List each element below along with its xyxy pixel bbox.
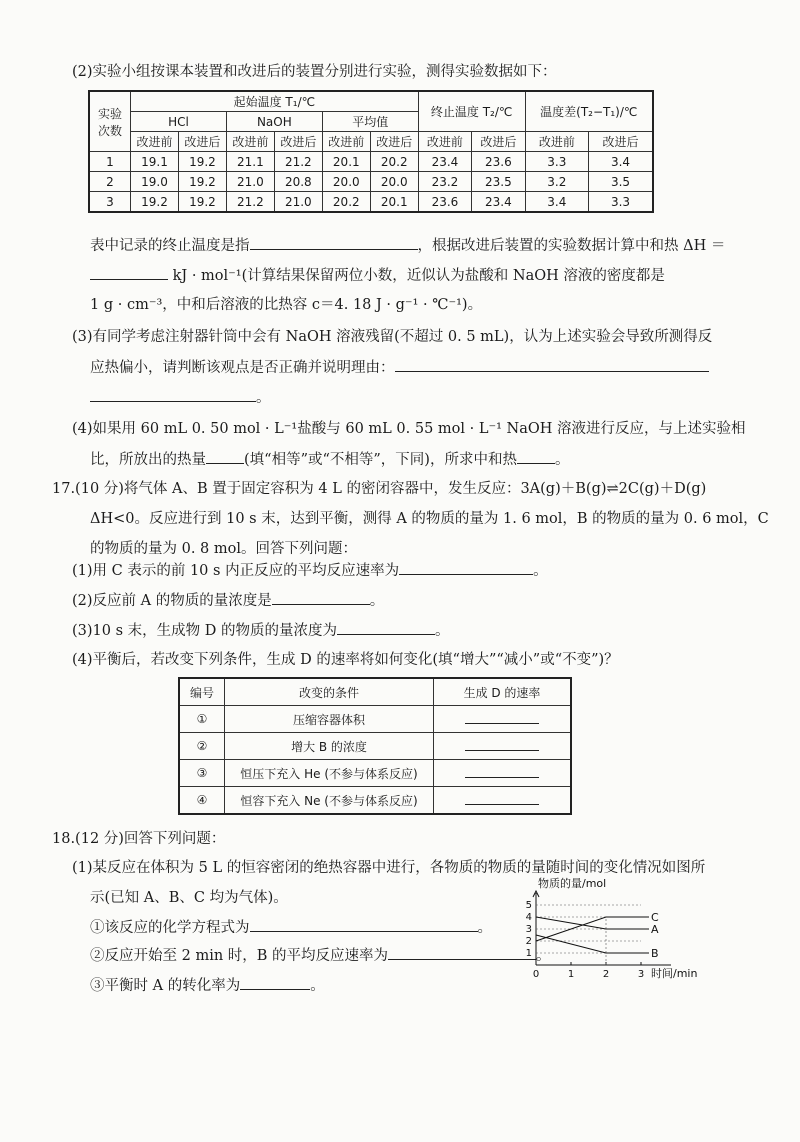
series-label: A (651, 923, 659, 936)
x-axis-label: 时间/min (651, 967, 698, 980)
q18-line1: 18.(12 分)回答下列问题： (52, 831, 226, 847)
y-axis-label: 物质的量/mol (538, 877, 607, 890)
th-before: 改进前 (226, 132, 274, 152)
q18-line3: 示(已知 A、B、C 均为气体)。 (90, 890, 288, 906)
q16-p4-line1: (4)如果用 60 mL 0. 50 mol · L⁻¹盐酸与 60 mL 0. 55 mol · L⁻¹ NaOH 溶液进行反应，与上述实验相 (72, 421, 746, 437)
table-cell: 1 (89, 152, 131, 172)
table-cell: 20.8 (274, 172, 322, 192)
table-row (89, 192, 653, 213)
table-cell: 19.1 (131, 152, 179, 172)
table-cell: 20.0 (322, 172, 370, 192)
condition-text: 压缩容器体积 (225, 706, 434, 733)
table-row (179, 706, 571, 733)
answer-blank-rate-b[interactable] (388, 945, 536, 960)
th-end-temp: 终止温度 T₂/℃ (418, 91, 525, 132)
answer-line[interactable] (465, 711, 539, 724)
condition-number: ② (179, 733, 225, 760)
table-cell: 2 (89, 172, 131, 192)
table-cell: 3.3 (525, 152, 589, 172)
condition-text: 恒压下充入 He (不参与体系反应) (225, 760, 434, 787)
q17-sub2: (2)反应前 A 的物质的量浓度是 。 (72, 590, 384, 611)
y-tick-label: 2 (525, 936, 532, 947)
answer-line[interactable] (465, 765, 539, 778)
th-condition: 改变的条件 (225, 678, 434, 706)
table-cell: 3.3 (589, 192, 653, 213)
subheader-row (89, 132, 653, 152)
condition-table (178, 677, 572, 815)
table-cell: 20.1 (322, 152, 370, 172)
q17-line2: ΔH<0。反应进行到 10 s 末，达到平衡，测得 A 的物质的量为 1. 6 mol，B 的物质的量为 0. 6 mol，C (90, 511, 769, 527)
q17-line3: 的物质的量为 0. 8 mol。回答下列问题： (90, 541, 358, 557)
table-cell: 3.2 (525, 172, 589, 192)
q16-p4-line2: 比，所放出的热量 (填“相等”或“不相等”，下同)，所求中和热 。 (90, 449, 569, 470)
q16-part2-intro: (2)实验小组按课本装置和改进后的装置分别进行实验，测得实验数据如下： (72, 64, 557, 80)
table-row (89, 152, 653, 172)
answer-blank-end-temp[interactable] (250, 235, 418, 250)
th-after: 改进后 (370, 132, 418, 152)
th-before: 改进前 (131, 132, 179, 152)
answer-blank-rate[interactable] (434, 706, 572, 733)
condition-number: ③ (179, 760, 225, 787)
table-cell: 3.4 (589, 152, 653, 172)
answer-blank-equation[interactable] (250, 917, 478, 932)
th-hcl: HCl (131, 112, 227, 132)
answer-blank-heat[interactable] (206, 449, 244, 464)
condition-text: 增大 B 的浓度 (225, 733, 434, 760)
answer-blank-conversion[interactable] (240, 975, 310, 990)
table-cell: 21.2 (226, 192, 274, 213)
th-before: 改进前 (525, 132, 589, 152)
x-tick-label: 0 (532, 969, 540, 980)
th-temp-diff: 温度差(T₂−T₁)/℃ (525, 91, 653, 132)
table-row (89, 172, 653, 192)
answer-blank-rate[interactable] (434, 760, 572, 787)
table-row (179, 760, 571, 787)
y-tick-label: 4 (525, 912, 532, 923)
q16-p3-line3: 。 (90, 387, 271, 408)
table-cell: 20.0 (370, 172, 418, 192)
table-cell: 19.2 (131, 192, 179, 213)
condition-text: 恒容下充入 Ne (不参与体系反应) (225, 787, 434, 815)
series-line-B (536, 935, 641, 953)
q17-line1: 17.(10 分)将气体 A、B 置于固定容积为 4 L 的密闭容器中，发生反应：3A(g)＋B(g)⇌2C(g)＋D(g) (52, 481, 707, 497)
th-naoh: NaOH (226, 112, 322, 132)
q18-line2: (1)某反应在体积为 5 L 的恒容密闭的绝热容器中进行，各物质的物质的量随时间的变化情况如图所 (72, 860, 706, 876)
th-after: 改进后 (589, 132, 653, 152)
y-tick-label: 1 (525, 948, 532, 959)
th-before: 改进前 (418, 132, 471, 152)
answer-blank-rate[interactable] (434, 787, 572, 815)
table-cell: 23.5 (472, 172, 525, 192)
q18-sub-b: ②反应开始至 2 min 时，B 的平均反应速率为 。 (90, 945, 551, 966)
condition-number: ④ (179, 787, 225, 815)
table-row (179, 787, 571, 815)
q16-p3-line2: 应热偏小，请判断该观点是否正确并说明理由： (90, 357, 709, 378)
table-row (179, 733, 571, 760)
table-cell: 23.6 (418, 192, 471, 213)
q18-sub-c: ③平衡时 A 的转化率为 。 (90, 975, 325, 996)
th-trial: 实验 次数 (89, 91, 131, 152)
answer-blank-neutralization-heat[interactable] (517, 449, 555, 464)
series-label: C (651, 911, 659, 924)
q16-p3-line1: (3)有同学考虑注射器针筒中会有 NaOH 溶液残留(不超过 0. 5 mL)，认为上述实验会导致所测得反 (72, 329, 713, 345)
condition-number: ① (179, 706, 225, 733)
table-cell: 3.4 (525, 192, 589, 213)
q16-p2-line2: kJ · mol⁻¹(计算结果保留两位小数，近似认为盐酸和 NaOH 溶液的密度都是 (90, 265, 665, 286)
q16-p2-line1: 表中记录的终止温度是指 ，根据改进后装置的实验数据计算中和热 ΔH ＝ (90, 235, 725, 256)
series-label: B (651, 947, 659, 960)
table-cell: 23.2 (418, 172, 471, 192)
moles-vs-time-chart (518, 877, 708, 995)
th-average: 平均值 (322, 112, 418, 132)
table-cell: 21.1 (226, 152, 274, 172)
answer-blank-q17-2[interactable] (272, 590, 370, 605)
experiment-data-table (88, 90, 654, 213)
th-after: 改进后 (274, 132, 322, 152)
table-cell: 19.2 (178, 152, 226, 172)
x-tick-label: 2 (602, 969, 610, 980)
table-cell: 3 (89, 192, 131, 213)
x-tick-label: 3 (637, 969, 645, 980)
q17-sub3: (3)10 s 末，生成物 D 的物质的量浓度为 。 (72, 620, 450, 641)
th-number: 编号 (179, 678, 225, 706)
answer-blank-reason-2[interactable] (90, 387, 256, 402)
x-tick-label: 1 (567, 969, 575, 980)
table-cell: 19.2 (178, 172, 226, 192)
q16-p2-line3: 1 g · cm⁻³，中和后溶液的比热容 c＝4. 18 J · g⁻¹ · ℃⁻¹)。 (90, 297, 483, 313)
table-cell: 20.2 (370, 152, 418, 172)
answer-blank-q17-1[interactable] (399, 560, 533, 575)
table-cell: 19.0 (131, 172, 179, 192)
answer-blank-delta-h[interactable] (90, 265, 168, 280)
answer-blank-q17-3[interactable] (337, 620, 435, 635)
y-tick-label: 3 (525, 924, 532, 935)
th-rate: 生成 D 的速率 (434, 678, 572, 706)
table-cell: 21.0 (274, 192, 322, 213)
th-before: 改进前 (322, 132, 370, 152)
table-cell: 3.5 (589, 172, 653, 192)
th-start-temp: 起始温度 T₁/℃ (131, 91, 419, 112)
table-cell: 23.6 (472, 152, 525, 172)
answer-line[interactable] (465, 792, 539, 805)
q17-sub4: (4)平衡后，若改变下列条件，生成 D 的速率将如何变化(填“增大”“减小”或“不变”)？ (72, 652, 619, 668)
th-after: 改进后 (178, 132, 226, 152)
y-tick-label: 5 (525, 900, 532, 911)
q17-sub1: (1)用 C 表示的前 10 s 内正反应的平均反应速率为 。 (72, 560, 548, 581)
table-cell: 21.0 (226, 172, 274, 192)
th-after: 改进后 (472, 132, 525, 152)
table-cell: 23.4 (472, 192, 525, 213)
q18-sub-a: ①该反应的化学方程式为 。 (90, 917, 492, 938)
table-cell: 19.2 (178, 192, 226, 213)
answer-blank-reason-1[interactable] (395, 357, 709, 372)
table-cell: 20.1 (370, 192, 418, 213)
table-cell: 21.2 (274, 152, 322, 172)
table-cell: 23.4 (418, 152, 471, 172)
answer-blank-rate[interactable] (434, 733, 572, 760)
answer-line[interactable] (465, 738, 539, 751)
table-cell: 20.2 (322, 192, 370, 213)
